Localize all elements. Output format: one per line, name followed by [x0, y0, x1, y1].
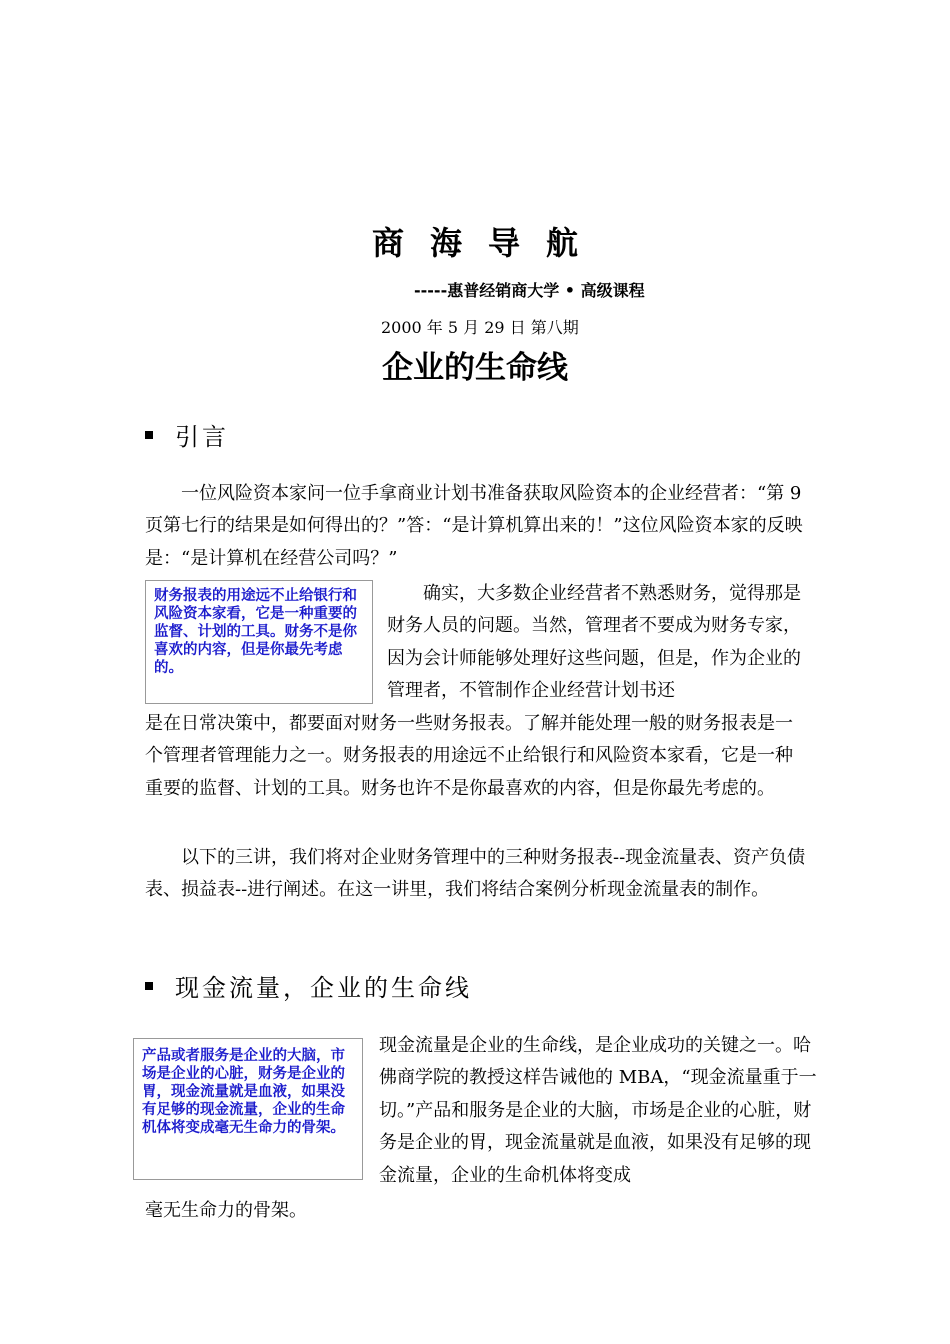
subtitle: -----惠普经销商大学 • 高级课程	[414, 281, 645, 300]
intro-paragraph-1: 一位风险资本家问一位手拿商业计划书准备获取风险资本的企业经营者：“第 9 页第七行的结果是如何得出的？”答：“是计算机算出来的！”这位风险资本家的反映是：“是计算机在经营公司吗？”	[145, 483, 803, 569]
cashflow-paragraph-wrap: 现金流量是企业的生命线，是企业成功的关键之一。哈佛商学院的教授这样告诫他的 MBA，“现金流量重于一切。”产品和服务是企业的大脑，市场是企业的心脏，财务是企业的胃，现金流量就是血液，如果没有足够的现金流量，企业的生命机体将变成	[379, 1035, 817, 1186]
bullet-icon	[145, 431, 153, 439]
section-heading-intro	[145, 417, 229, 452]
document-title: 企业的生命线	[382, 350, 568, 386]
intro-paragraph-3: 以下的三讲，我们将对企业财务管理中的三种财务报表--现金流量表、资产负债表、损益表--进行阐述。在这一讲里，我们将结合案例分析现金流量表的制作。	[145, 847, 806, 901]
bullet-icon	[145, 982, 153, 990]
intro-paragraph-2-continued: 是在日常决策中，都要面对财务一些财务报表。了解并能处理一般的财务报表是一个管理者管理能力之一。财务报表的用途远不止给银行和风险资本家看，它是一种重要的监督、计划的工具。财务也许不是你最喜欢的内容，但是你最先考虑的。	[145, 713, 793, 799]
section-heading-label: 引言	[175, 423, 229, 451]
cashflow-paragraph-tail: 毫无生命力的骨架。	[145, 1200, 307, 1221]
callout-box: 财务报表的用途远不止给银行和风险资本家看，它是一种重要的监督、计划的工具。财务不是你喜欢的内容，但是你最先考虑的。	[145, 580, 373, 704]
masthead: 商海导航	[371, 224, 604, 262]
section-heading-cashflow	[145, 968, 472, 1003]
intro-paragraph-2-wrap: 确实，大多数企业经营者不熟悉财务，觉得那是财务人员的问题。当然，管理者不要成为财务专家，因为会计师能够处理好这些问题，但是，作为企业的管理者，不管制作企业经营计划书还	[387, 583, 801, 702]
callout-box: 产品或者服务是企业的大脑，市场是企业的心脏，财务是企业的胃，现金流量就是血液，如果没有足够的现金流量，企业的生命机体将变成毫无生命力的骨架。	[133, 1038, 363, 1180]
section-heading-label: 现金流量，企业的生命线	[175, 974, 472, 1002]
issue-date: 2000 年 5 月 29 日 第八期	[381, 318, 579, 337]
